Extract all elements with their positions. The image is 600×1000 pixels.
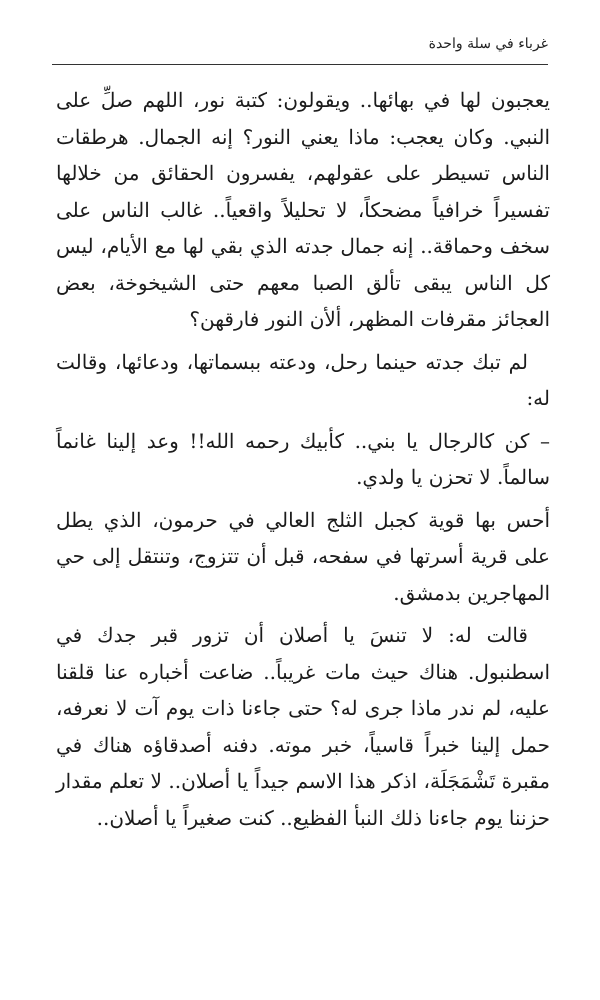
paragraph-1: يعجبون لها في بهائها.. ويقولون: كتبة نور، اللهم صلِّ على النبي. وكان يعجب: ماذا يعني النور؟ إنه الجمال. هرطقات الناس تسيطر على عقولهم، يفسرون الحقائق من خلالها تفسيراً خرافياً مضحكاً، لا تحليلاً واقعياً.. غالب الناس على سخف وحماقة.. إنه جمال جدته الذي بقي لها مع الأيام، ليس كل الناس يبقى تألق الصبا معهم حتى الشيخوخة، بعض العجائز مقرفات المظهر، ألأن النور فارقهن؟ xyxy=(56,88,550,331)
paragraph-2: لم تبك جدته حينما رحل، ودعته ببسماتها، ودعائها، وقالت له: xyxy=(56,349,550,410)
page-body-text xyxy=(56,82,550,842)
paragraph-4: أحس بها قوية كجبل الثلج العالي في حرمون، الذي يطل على قرية أسرتها في سفحه، قبل أن تتزوج، وتنتقل إلى حي المهاجرين بدمشق. xyxy=(56,507,550,605)
header-rule xyxy=(52,64,548,65)
running-header-title: غرباء في سلة واحدة xyxy=(428,36,548,52)
paragraph-5: قالت له: لا تنسَ يا أصلان أن تزور قبر جدك في اسطنبول. هناك حيث مات غريباً.. ضاعت أخباره عنا قلقنا عليه، لم ندر ماذا جرى له؟ حتى جاءنا ذات يوم آت لا نعرفه، حمل إلينا خبراً قاسياً، خبر موته. دفنه أصدقاؤه هناك في مقبرة تَشْمَجَلَة، اذكر هذا الاسم جيداً يا أصلان.. لا تعلم مقدار حزننا يوم جاءنا ذلك النبأ الفظيع.. كنت صغيراً يا أصلان.. xyxy=(56,623,550,830)
paragraph-3-dialogue: – كن كالرجال يا بني.. كأبيك رحمه الله!! وعد إلينا غانماً سالماً. لا تحزن يا ولدي. xyxy=(56,428,550,489)
